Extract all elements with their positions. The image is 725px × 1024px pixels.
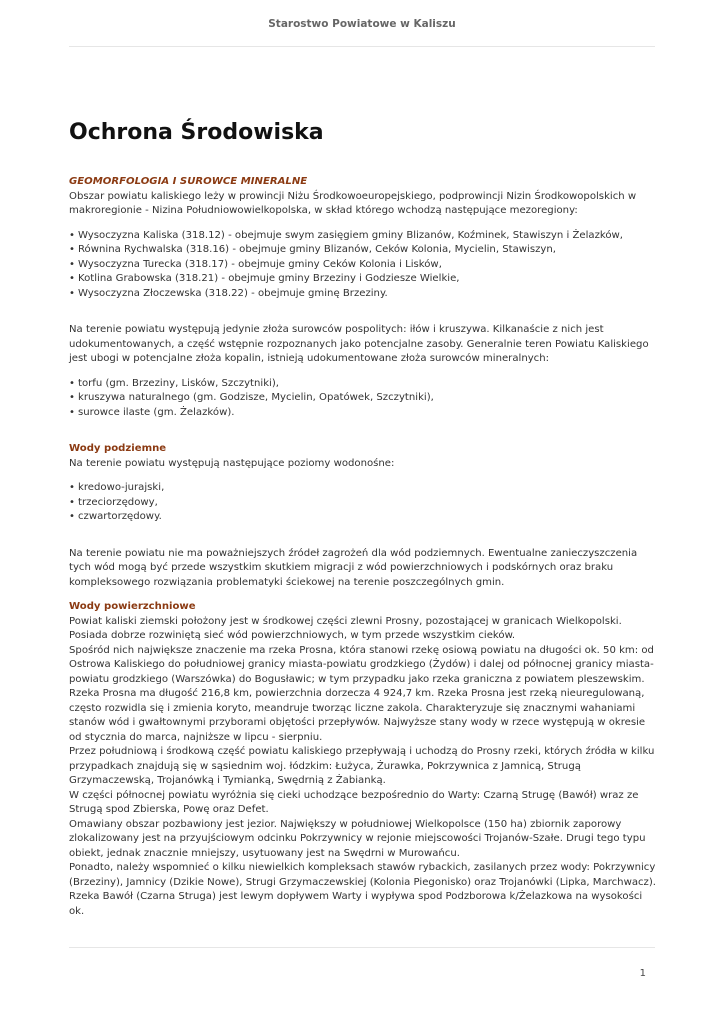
- footer-divider: [69, 947, 655, 948]
- aquifer-list: [69, 481, 657, 525]
- list-item: • Kotlina Grabowska (318.21) - obejmuje gminy Brzeziny i Godziesze Wielkie,: [69, 272, 657, 287]
- paragraph: Ponadto, należy wspomnieć o kilku niewielkich kompleksach stawów rybackich, zasilanych przez wody: Pokrzywnicy (Brzeziny), Jamnicy (Dzikie Nowe), Strugi Grzymaczewskiej (Kolonia Piegonisko) oraz Trojanówki (Lipka, Marchwacz).: [69, 862, 657, 888]
- list-item: • Wysoczyzna Złoczewska (318.22) - obejmuje gminę Brzeziny.: [69, 287, 657, 302]
- section-heading-geomorphology: GEOMORFOLOGIA I SUROWCE MINERALNE: [69, 176, 308, 187]
- section-heading-surface-water: Wody powierzchniowe: [69, 601, 196, 612]
- paragraph: Na terenie powiatu nie ma poważniejszych źródeł zagrożeń dla wód podziemnych. Ewentualne zanieczyszczenia tych wód mogą być przede wszystkim skutkiem migracji z wód powierzchniowych i podskórnych oraz braku kompleksowego rozwiązania problematyki ściekowej na terenie poszczególnych gmin.: [69, 547, 638, 588]
- list-item: • kredowo-jurajski,: [69, 481, 657, 496]
- list-item: • czwartorzędowy.: [69, 510, 657, 525]
- header-divider: [69, 46, 655, 47]
- mesoregion-list: [69, 229, 657, 302]
- list-item: • Wysoczyzna Turecka (318.17) - obejmuje gminy Ceków Kolonia i Lisków,: [69, 258, 657, 273]
- list-item: • Równina Rychwalska (318.16) - obejmuje gminy Blizanów, Ceków Kolonia, Mycielin, Stawiszyn,: [69, 243, 657, 258]
- paragraph: Obszar powiatu kaliskiego leży w prowincji Niżu Środkowoeuropejskiego, podprowincji Nizin Środkowopolskich w makroregionie - Nizina Południowowielkopolska, w skład którego wchodzą następujące mezoregiony:: [69, 190, 637, 216]
- paragraph: Na terenie powiatu występują następujące poziomy wodonośne:: [69, 457, 395, 469]
- paragraph: Na terenie powiatu występują jedynie złoża surowców pospolitych: iłów i kruszywa. Kilkanaście z nich jest udokumentowanych, a część wstępnie rozpoznanych jako potencjalne zasoby. Generalnie teren Powiatu Kaliskiego jest ubogi w potencjalne złoża kopalin, istnieją udokumentowane złoża surowców mineralnych:: [69, 324, 649, 364]
- paragraph: Przez południową i środkową część powiatu kaliskiego przepływają i uchodzą do Prosny rzeki, których źródła w kilku przypadkach znajdują się w sąsiednim woj. łódzkim: Łużyca, Żurawka, Pokrzywnica z Jamnicą, Strugą Grzymaczewską, Trojanówką i Tymianką, Swędrnią z Żabianką.: [69, 746, 655, 786]
- page-number: 1: [639, 968, 646, 979]
- page-title: Ochrona Środowiska: [69, 120, 324, 145]
- paragraph: Spośród nich największe znaczenie ma rzeka Prosna, która stanowi rzekę osiową powiatu na długości ok. 50 km: od Ostrowa Kaliskiego do południowej granicy miasta-powiatu grodzkiego (Żydów) i dalej od północnej granicy miasta-powiatu grodzkiego (Warszówka) do Bogusławic; w tym przypadku jako rzeka graniczna z powiatem pleszewskim. Rzeka Prosna ma długość 216,8 km, powierzchnia dorzecza 4 924,7 km. Rzeka Prosna jest rzeką nieuregulowaną, często rozwidla się i zmienia koryto, meandruje tworząc liczne zakola. Charakteryzuje się znacznymi wahaniami stanów wód i gwałtownymi przyborami objętości przepływów. Najwyższe stany wody w rzece występują w okresie od stycznia do marca, najniższe w lipcu - sierpniu.: [69, 644, 654, 743]
- paragraph: Omawiany obszar pozbawiony jest jezior. Największy w południowej Wielkopolsce (150 ha) zbiornik zaporowy zlokalizowany jest na przyujściowym odcinku Pokrzywnicy w rejonie miejscowości Trojanów-Szałe. Drugi tego typu obiekt, jednak znacznie mniejszy, usytuowany jest na Swędrni w Murowańcu.: [69, 818, 646, 859]
- list-item: • trzeciorzędowy,: [69, 496, 657, 511]
- list-item: • surowce ilaste (gm. Żelazków).: [69, 406, 657, 421]
- paragraph: Powiat kaliski ziemski położony jest w środkowej części zlewni Prosny, pozostającej w granicach Wielkopolski. Posiada dobrze rozwiniętą sieć wód powierzchniowych, w tym przede wszystkim cieków.: [69, 615, 622, 641]
- paragraph: Rzeka Bawół (Czarna Struga) jest lewym dopływem Warty i wypływa spod Podzborowa k/Żelazkowa na wysokości ok.: [69, 891, 643, 917]
- list-item: • torfu (gm. Brzeziny, Lisków, Szczytniki),: [69, 377, 657, 392]
- document-content: [69, 118, 657, 919]
- list-item: • Wysoczyzna Kaliska (318.12) - obejmuje swym zasięgiem gminy Blizanów, Koźminek, Stawiszyn i Żelazków,: [69, 229, 657, 244]
- paragraph: W części północnej powiatu wyróżnia się cieki uchodzące bezpośrednio do Warty: Czarną Strugę (Bawół) wraz ze Strugą spod Zbierska, Powę oraz Defet.: [69, 789, 639, 815]
- section-heading-groundwater: Wody podziemne: [69, 443, 167, 454]
- document-header: Starostwo Powiatowe w Kaliszu: [268, 18, 456, 30]
- list-item: • kruszywa naturalnego (gm. Godzisze, Mycielin, Opatówek, Szczytniki),: [69, 391, 657, 406]
- minerals-list: [69, 377, 657, 421]
